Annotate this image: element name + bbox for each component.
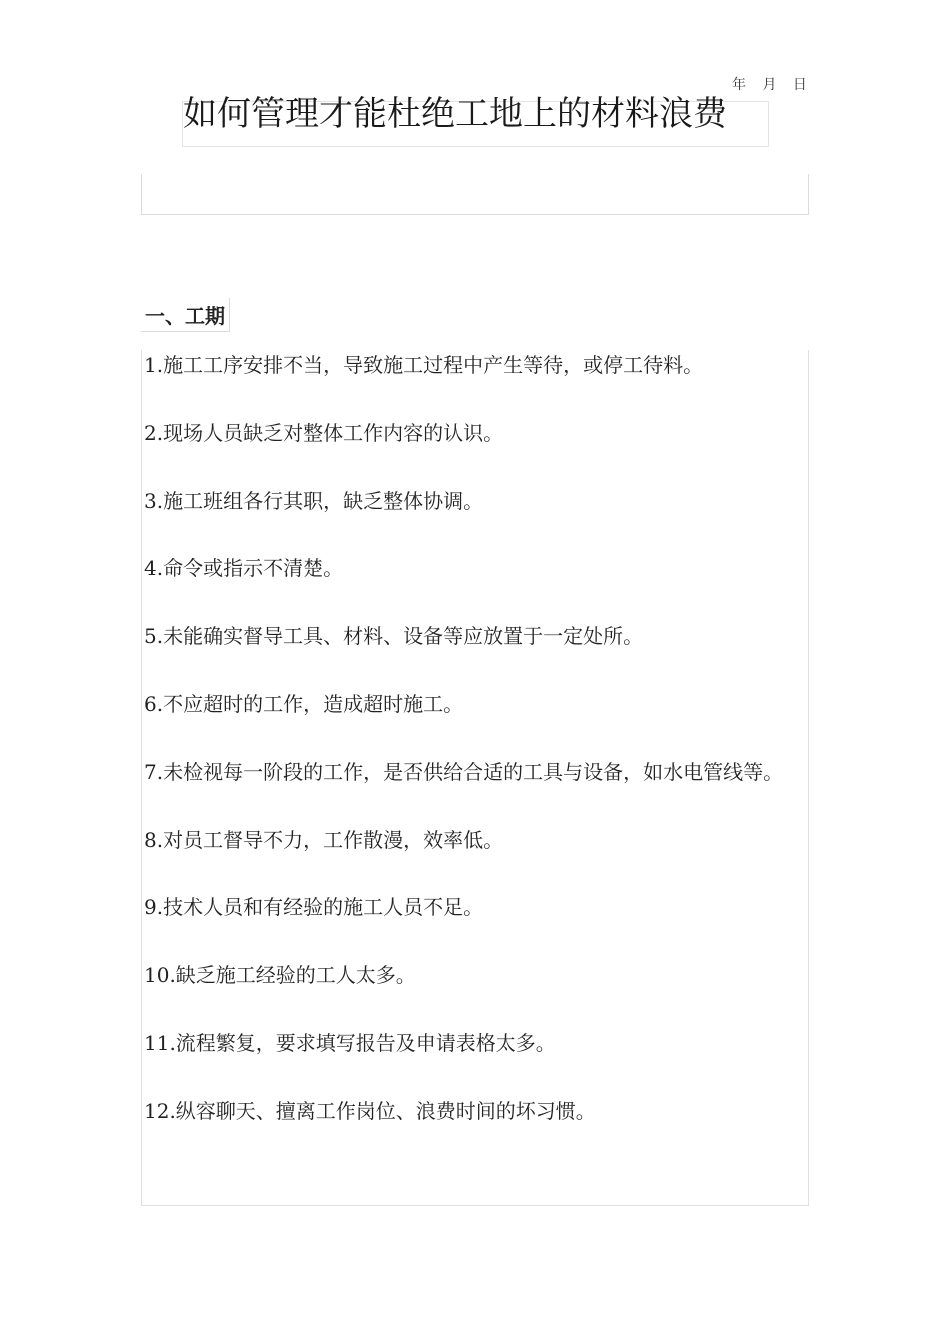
empty-frame — [141, 174, 809, 215]
list-item: 9.技术人员和有经验的施工人员不足。 — [144, 895, 484, 920]
list-item: 11.流程繁复，要求填写报告及申请表格太多。 — [144, 1030, 556, 1055]
document-title: 如何管理才能杜绝工地上的材料浪费 — [183, 94, 727, 134]
list-item: 3.施工班组各行其职，缺乏整体协调。 — [144, 488, 484, 513]
date-line: 年 月 日 — [732, 77, 813, 93]
list-item: 7.未检视每一阶段的工作，是否供给合适的工具与设备，如水电管线等。 — [144, 759, 784, 784]
list-item: 10.缺乏施工经验的工人太多。 — [144, 963, 416, 988]
section-heading: 一、工期 — [141, 298, 230, 332]
list-item: 1.施工工序安排不当，导致施工过程中产生等待，或停工待料。 — [144, 353, 704, 377]
list-item: 8.对员工督导不力，工作散漫，效率低。 — [144, 827, 504, 852]
list-item: 2.现场人员缺乏对整体工作内容的认识。 — [144, 420, 504, 445]
list-item: 4.命令或指示不清楚。 — [144, 556, 344, 581]
list-item: 12.纵容聊天、擅离工作岗位、浪费时间的坏习惯。 — [144, 1098, 596, 1123]
list-item: 5.未能确实督导工具、材料、设备等应放置于一定处所。 — [144, 624, 644, 649]
issue-list — [144, 340, 784, 1154]
list-item: 6.不应超时的工作，造成超时施工。 — [144, 691, 464, 716]
